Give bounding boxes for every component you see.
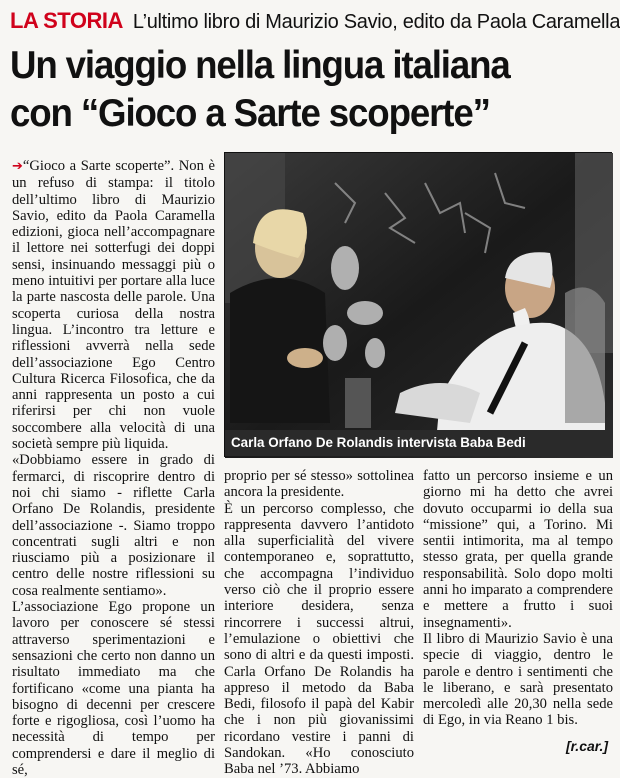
paragraph: fatto un percorso insieme e un giorno mi ha detto che avrei dovuto occuparmi io della sua “missione” qui, a Torino. Mi sentii intimorita, ma al tempo stesso grata, per quella grande responsabilità. Solo dopo molti anni ho imparato a comprendere e mettere a frutto i suoi insegnamenti». [423,468,613,631]
author-signature: [r.car.] [565,738,608,754]
paragraph: L’associazione Ego propone un lavoro per conoscere sé stessi attraverso sperimentazioni e sensazioni che certo non danno un risultato immediato ma che fortificano «come una pianta ha bisogno di decenni per crescere forte e rigogliosa, così l’uomo ha necessità di tempo per comprendersi e dare il meglio di sé, [12,599,215,778]
article-column-1 [12,158,215,778]
article-column-2 [224,468,414,778]
kicker-row [10,8,620,34]
headline-line-2: con “Gioco a Sarte scoperte” [10,92,490,135]
headline [10,42,574,138]
photo-illustration [225,153,613,458]
headline-line-1: Un viaggio nella lingua italiana [10,44,510,87]
paragraph: È un percorso complesso, che rappresenta davvero l’antidoto alla superficialità del vivere contemporaneo e, soprattutto, che accompagna l’individuo verso ciò che il proprio essere interiore desidera, senza rincorrere i successi altrui, l’emulazione o obiettivi che sono di altri e da questi imposti. Carla Orfano De Rolandis ha appreso il metodo da Baba Bedi, filosofo il papà del Kabir che i non più giovanissimi ricordano vestire i panni di Sandokan. «Ho conosciuto Baba nel ’73. Abbiamo [224,500,414,778]
interview-photo [224,152,612,457]
paragraph: proprio per sé stesso» sottolinea ancora la presidente. [224,468,414,501]
paragraph-text: “Gioco a Sarte scoperte”. Non è un refuso di stampa: il titolo dell’ultimo libro di Maurizio Savio, edito da Paola Caramella edizioni, gioca nell’accompagnare il lettore nei sotterfugi dei doppi sensi, insinuando messaggi più o meno intuitivi per portare alla luce la parte nascosta delle parole. Una scoperta curiosa della nostra lingua. L’incontro tra letture e riflessioni avverrà nella sede dell’associazione Ego Centro Cultura Ricerca Filosofica, che da anni rappresenta un posto a cui riferirsi per chi non vuole soccombere alla velocità di una società sempre più liquida. [12,158,215,453]
section-label: LA STORIA [10,8,123,33]
article-column-3 [423,468,613,758]
paragraph: Il libro di Maurizio Savio è una specie di viaggio, dentro le parole e dentro i sentimenti che le liberano, e sarà presentato mercoledì alle 20,30 nella sede di Ego, in via Reano 1 bis. [423,630,613,729]
paragraph: «Dobbiamo essere in grado di fermarci, di riscoprire dentro di noi chi siamo - riflette Carla Orfano De Rolandis, presidente dell’associazione -. Siamo troppo concentrati sugli altri e non riusciamo più a posizionare il centro delle nostre riflessioni su cosa realmente sentiamo». [12,452,215,599]
paragraph [12,158,215,452]
kicker-text: L’ultimo libro di Maurizio Savio, edito da Paola Caramella [132,11,620,33]
photo-caption: Carla Orfano De Rolandis intervista Baba Bedi [225,430,611,456]
arrow-icon: ➔ [12,159,23,174]
